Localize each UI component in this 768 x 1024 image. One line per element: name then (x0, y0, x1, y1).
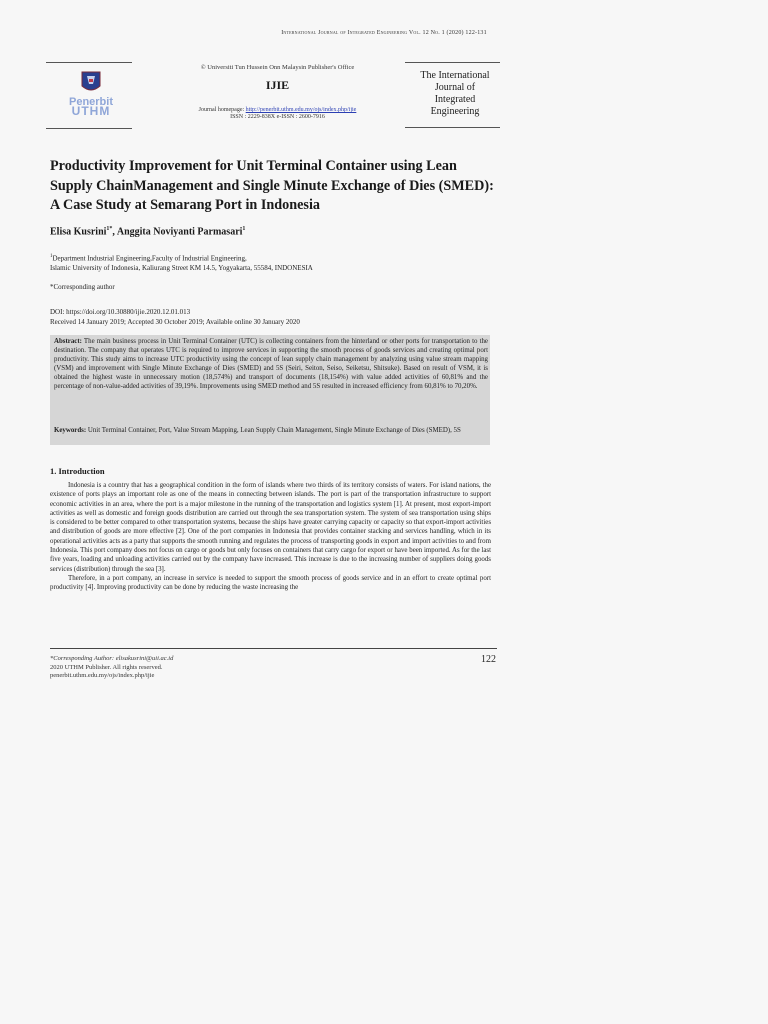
abstract-box (50, 335, 490, 445)
body-text (50, 481, 491, 592)
logo-line2: UTHM (71, 104, 111, 118)
affil-sup: 1 (50, 254, 53, 259)
journal-abbr: IJIE (265, 78, 290, 92)
abstract-label: Abstract: (54, 338, 82, 345)
author-sup: 1 (242, 226, 246, 232)
paragraph: Indonesia is a country that has a geographical condition in the form of islands where two thirds of its territory consists of waters. For island nations, the existence of ports plays an important role as one of the means in connecting between islands. The port is part of the transportation infrastructure to support economic activities in an area, where the port is a major milestone in the running of the transportation and logistics system [1]. At present, most export-import activities as well as domestic and foreign goods distribution are carried out through the sea transportation system. The system of sea transportation using ships is considered to be better compared to other transportation systems, because the ships have greater carrying capacity or capacity so that export-import activities and distribution of goods are more effective [2]. One of the port companies in Indonesia that provides container stacking and services handling, which in its operational activities acts as a party that supports the smooth running and regulates the process of transporting goods in export and import activities to and from Indonesia. This port company does not focus on cargo or goods but only focuses on containers that carry cargo for export or have been imported. As for the last five years, loading and unloading activities carried out by the company have increased. This increase is due to the increasing number of suppliers doing goods services (distribution) through the sea [3]. (50, 482, 491, 573)
affiliation (50, 252, 495, 273)
author-separator: , (112, 226, 117, 238)
doi-block (50, 307, 495, 327)
keywords-text: Unit Terminal Container, Port, Value Stream Mapping, Lean Supply Chain Management, Single Minute Exchange of Dies (SMED), 5S (86, 427, 461, 434)
divider (405, 127, 500, 128)
issn-line: ISSN : 2229-838X e-ISSN : 2600-7916 (230, 114, 325, 120)
article-title: Productivity Improvement for Unit Terminal Container using Lean Supply ChainManagement and Single Minute Exchange of Dies (SMED): A Case Study at Semarang Port in Indonesia (50, 158, 494, 213)
homepage-label: Journal homepage: (198, 107, 245, 113)
journal-name-line: Journal of (434, 82, 476, 93)
journal-name-line: The International (420, 70, 490, 81)
abstract-text: The main business process in Unit Terminal Container (UTC) is collecting containers from the hinterland or other ports for transportation to the destination. The company that operates UTC is required to improve services in supporting the smooth process of goods services and creating optimal port productivity. This study aims to increase UTC productivity using the concept of lean supply chain management by analyzing using value stream mapping (VSM) and improvement with Single Minute Exchange of Dies (SMED) and 5S (Seiri, Seiton, Seiso, Seiketsu, Shitsuke). Based on result of VSM, it is obtained the highest waste in unnecessary motion (18,574%) and transport of documents (18,154%) with value added activities of 60,81% and the percentage of non-value-added activities of 39,19%. Improvements using SMED method and 5S resulted in increased efficiency from 60,81% to 70,20%. (54, 338, 488, 391)
footer-divider (50, 648, 497, 649)
footer-copyright: 2020 UTHM Publisher. All rights reserved. (50, 663, 163, 671)
homepage-line (156, 107, 399, 113)
publisher-line: © Universiti Tun Hussein Onn Malaysin Publisher's Office (200, 64, 355, 71)
journal-name (405, 70, 505, 118)
corresponding-note: *Corresponding author (50, 283, 115, 291)
running-head: International Journal of Integrated Engineering Vol. 12 No. 1 (2020) 122-131 (281, 30, 487, 36)
homepage-link[interactable]: http://penerbit.uthm.edu.my/ojs/index.php/ijie (245, 107, 357, 113)
divider (405, 62, 500, 63)
divider (46, 62, 132, 63)
paragraph: Therefore, in a port company, an increase in service is needed to support the smooth process of goods service and in an effort to create optimal port productivity [4]. Improving productivity can be done by reducing the waste increasing the (50, 574, 491, 592)
affil-line1: Department Industrial Engineering,Faculty of Industrial Engineering, (52, 254, 247, 263)
footer (50, 655, 497, 681)
divider (46, 128, 132, 129)
author-name: Anggita Noviyanti Parmasari (116, 226, 243, 238)
journal-name-line: Integrated (434, 94, 476, 105)
affil-line2: Islamic University of Indonesia, Kaliurang Street KM 14.5, Yogyakarta, 55584, INDONESIA (50, 264, 313, 273)
author-line (50, 226, 495, 237)
publisher-logo (60, 70, 122, 122)
received-dates: Received 14 January 2019; Accepted 30 October 2019; Available online 30 January 2020 (50, 318, 300, 326)
masthead-center (156, 64, 399, 120)
author-sup: 1* (106, 226, 113, 232)
footer-url: penerbit.uthm.edu.my/ojs/index.php/ijie (50, 672, 155, 679)
footer-corresponding: *Corresponding Author: elisakusrini@uii.ac.id (50, 655, 174, 662)
journal-name-line: Engineering (430, 106, 480, 117)
doi: DOI: https://doi.org/10.30880/ijie.2020.12.01.013 (50, 308, 191, 316)
section-heading: 1. Introduction (50, 466, 105, 476)
abstract (54, 337, 488, 392)
logo-line1: Penerbit (68, 96, 113, 108)
keywords-label: Keywords: (54, 427, 87, 434)
keywords (54, 426, 488, 435)
author-name: Elisa Kusrini (50, 226, 107, 238)
page-number: 122 (481, 654, 496, 665)
